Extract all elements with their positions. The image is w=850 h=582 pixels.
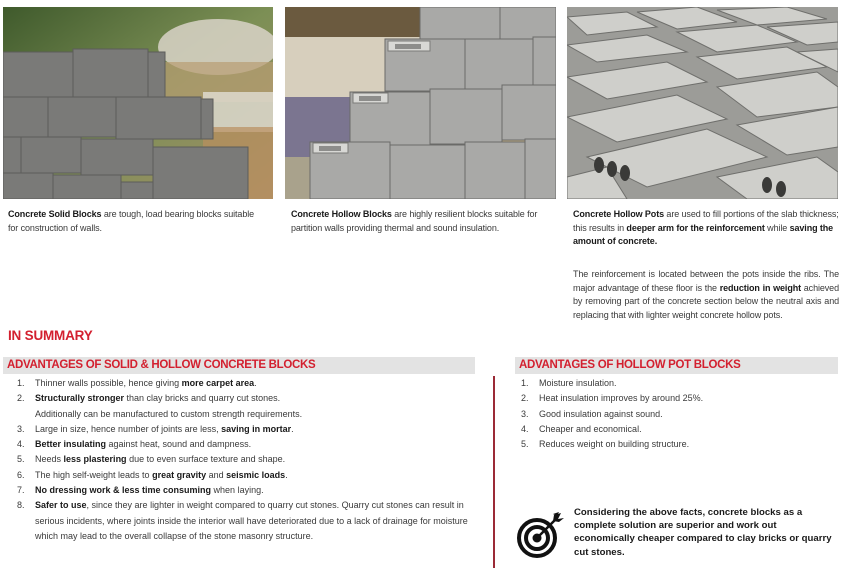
- solid-hollow-advantages-heading: ADVANTAGES OF SOLID & HOLLOW CONCRETE BLOCKS: [7, 359, 316, 371]
- concrete-hollow-blocks-photo: [285, 7, 556, 199]
- solid-hollow-advantage-item: [17, 483, 482, 498]
- item-text: The high self-weight leads to: [35, 469, 153, 480]
- item-text: Reduces weight on building structure.: [539, 439, 690, 450]
- solid-hollow-advantage-item: [17, 391, 482, 422]
- solid-hollow-advantage-item: [17, 468, 482, 483]
- caption-hollow-pots-text: are used to fill portions of the slab thickness; this results in: [573, 209, 839, 233]
- caption-solid-blocks-text: are tough, load bearing blocks suitable for construction of walls.: [8, 209, 255, 233]
- item-text: Heat insulation improves by around 25%.: [539, 393, 704, 404]
- item-emphasis: less plastering: [63, 454, 127, 465]
- caption-para2-text-b: achieved by removing part of the concrete section below the neutral axis and replacing that with lighter weight concrete hollow pots.: [573, 282, 839, 320]
- caption-para2-text-a: The reinforcement is located between the pots inside the ribs. The major advantage of these floor is the: [573, 269, 839, 293]
- caption-hollow-blocks-title: Concrete Hollow Blocks: [291, 209, 392, 219]
- item-text: when laying.: [211, 485, 264, 496]
- item-text: and: [206, 469, 227, 480]
- caption-solid-blocks: [8, 208, 263, 235]
- item-emphasis: Structurally stronger: [35, 393, 125, 404]
- solid-hollow-advantage-item: [17, 376, 482, 391]
- hollow-pot-advantages-heading: ADVANTAGES OF HOLLOW POT BLOCKS: [519, 359, 741, 371]
- item-number: 4.: [521, 423, 529, 434]
- item-text: Needs: [35, 454, 64, 465]
- concrete-solid-blocks-photo: [3, 7, 273, 199]
- solid-hollow-advantages-header: [3, 357, 475, 374]
- solid-hollow-advantage-item: [17, 498, 482, 544]
- hollow-pot-advantages-header: [515, 357, 838, 374]
- item-emphasis: Better insulating: [35, 439, 107, 450]
- hollow-pot-advantages-list: [521, 376, 831, 452]
- caption-hollow-pots-bold-arm: deeper arm for the reinforcement: [626, 222, 765, 233]
- item-text: Good insulation against sound.: [539, 408, 663, 419]
- solid-hollow-advantage-item: [17, 452, 482, 467]
- hollow-pot-advantage-item: [521, 407, 831, 422]
- item-number: 3.: [521, 408, 529, 419]
- item-text: than clay bricks and quarry cut stones.: [124, 393, 281, 404]
- item-number: 7.: [17, 485, 25, 496]
- item-text: .: [291, 423, 294, 434]
- item-number: 2.: [521, 393, 529, 404]
- item-number: 4.: [17, 439, 25, 450]
- item-extra-text: Additionally can be manufactured to custom strength requirements.: [35, 408, 303, 419]
- item-number: 1.: [521, 378, 529, 388]
- item-text: .: [285, 469, 288, 480]
- item-text: due to even surface texture and shape.: [126, 454, 286, 465]
- caption-hollow-blocks-text: are highly resilient blocks suitable for partition walls providing thermal and sound insulation.: [291, 209, 538, 233]
- column-divider: [493, 376, 495, 568]
- summary-title: IN SUMMARY: [8, 328, 93, 343]
- item-emphasis: more carpet area: [181, 378, 255, 388]
- caption-solid-blocks-title: Concrete Solid Blocks: [8, 209, 102, 219]
- item-emphasis: No dressing work & less time consuming: [35, 485, 212, 496]
- caption-hollow-pots-text-while: while: [764, 222, 790, 233]
- item-emphasis: saving in mortar: [221, 423, 292, 434]
- item-number: 2.: [17, 393, 25, 404]
- item-emphasis: Safer to use: [35, 500, 87, 511]
- hollow-pot-advantage-item: [521, 437, 831, 452]
- caption-hollow-blocks: [291, 208, 546, 235]
- item-emphasis: seismic loads: [226, 469, 286, 480]
- item-emphasis: great gravity: [152, 469, 207, 480]
- item-number: 5.: [17, 454, 25, 465]
- caption-para2-bold: reduction in weight: [719, 282, 802, 293]
- caption-hollow-pots-para2: [573, 268, 839, 322]
- hollow-pot-advantage-item: [521, 391, 831, 406]
- item-number: 6.: [17, 469, 25, 480]
- item-text: , since they are lighter in weight compared to quarry cut stones. Quarry cut stones can result in serious incidents, where joints inside the interior wall have deteriorated due to a lack of drainage for moisture which may lead to the overall collapse of the stone masonry structure.: [35, 500, 468, 541]
- solid-hollow-advantage-item: [17, 437, 482, 452]
- item-number: 5.: [521, 439, 529, 450]
- hollow-pot-advantage-item: [521, 376, 831, 391]
- solid-hollow-advantage-item: [17, 422, 482, 437]
- item-text: Moisture insulation.: [539, 378, 617, 388]
- solid-hollow-advantages-list: [17, 376, 482, 544]
- concrete-hollow-pots-photo: [567, 7, 838, 199]
- item-text: Cheaper and economical.: [539, 423, 642, 434]
- item-text: against heat, sound and dampness.: [106, 439, 252, 450]
- hollow-pot-advantage-item: [521, 422, 831, 437]
- item-text: .: [254, 378, 257, 388]
- conclusion-text: Considering the above facts, concrete blocks as a complete solution are superior and work out economically cheaper compared to clay bricks or quarry cut stones.: [574, 507, 832, 558]
- caption-hollow-pots-bold-saving: saving the amount of concrete.: [573, 222, 834, 246]
- item-number: 3.: [17, 423, 25, 434]
- caption-hollow-pots: [573, 208, 839, 249]
- item-number: 8.: [17, 500, 25, 511]
- item-text: Large in size, hence number of joints are less,: [35, 423, 222, 434]
- caption-hollow-pots-title: Concrete Hollow Pots: [573, 209, 665, 219]
- item-text: Thinner walls possible, hence giving: [35, 378, 182, 388]
- item-number: 1.: [17, 378, 25, 388]
- target-icon: [517, 512, 565, 558]
